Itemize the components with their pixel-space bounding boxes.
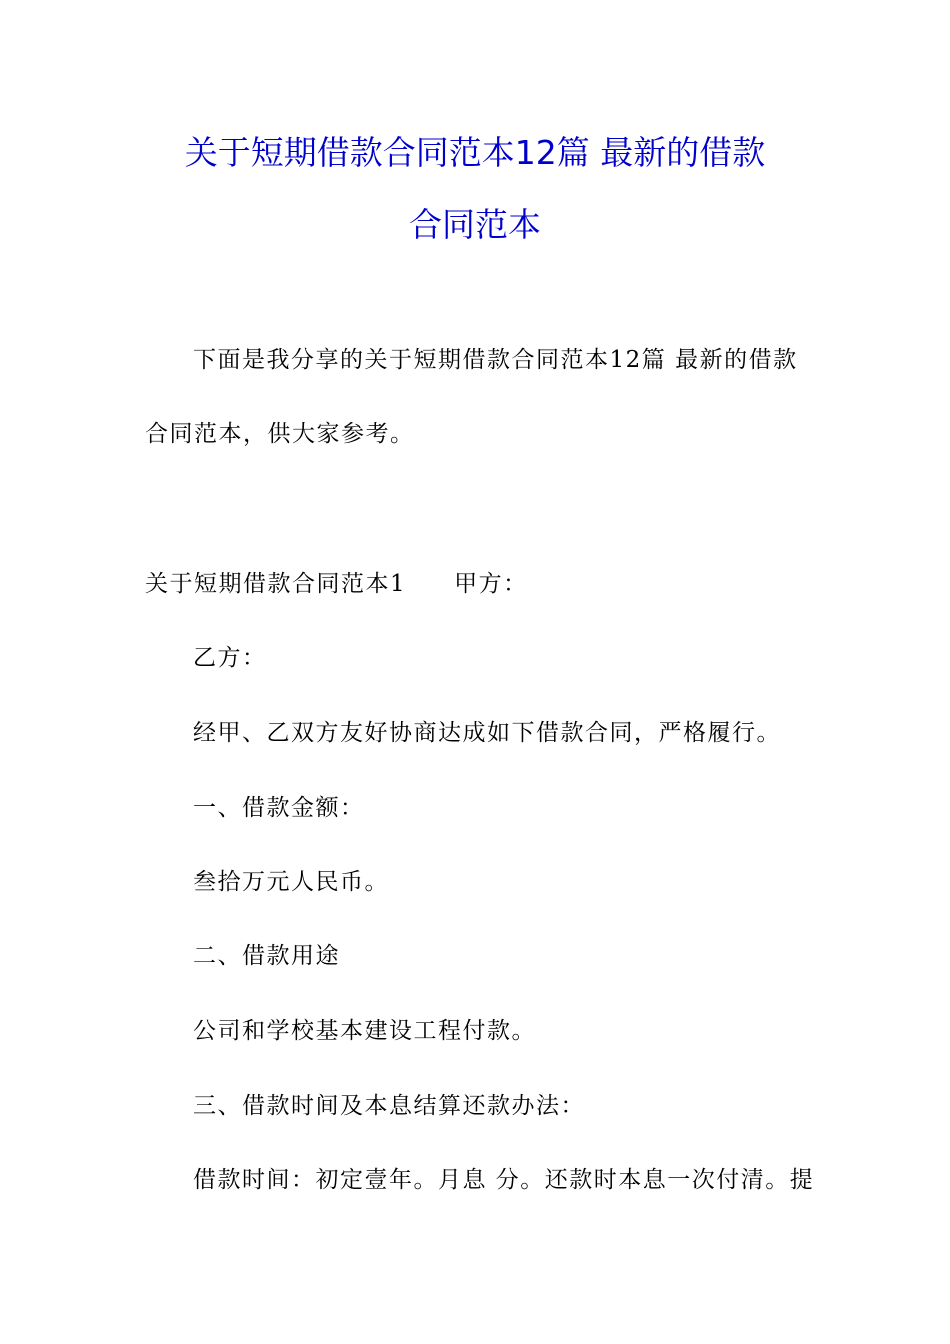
- section-heading-row: [145, 569, 528, 599]
- intro-line-1: 下面是我分享的关于短期借款合同范本12篇 最新的借款: [193, 347, 798, 373]
- item-2-body: 公司和学校基本建设工程付款。: [193, 1018, 536, 1044]
- agreement-text: 经甲、乙双方友好协商达成如下借款合同，严格履行。: [193, 720, 781, 746]
- document-title-line-2: 合同范本: [409, 205, 541, 244]
- item-2-heading: 二、借款用途: [193, 943, 340, 969]
- item-1-heading: 一、借款金额：: [193, 795, 365, 821]
- item-3-body: 借款时间：初定壹年。月息 分。还款时本息一次付清。提: [193, 1167, 815, 1193]
- party-a-label: 甲方：: [454, 571, 528, 597]
- document-title-line-1: 关于短期借款合同范本12篇 最新的借款: [184, 133, 766, 172]
- party-b-label: 乙方：: [193, 645, 267, 671]
- intro-line-2: 合同范本，供大家参考。: [145, 421, 415, 447]
- section-1-heading: 关于短期借款合同范本1: [145, 571, 407, 597]
- item-1-body: 叁拾万元人民币。: [193, 869, 389, 895]
- item-3-heading: 三、借款时间及本息结算还款办法：: [193, 1093, 585, 1119]
